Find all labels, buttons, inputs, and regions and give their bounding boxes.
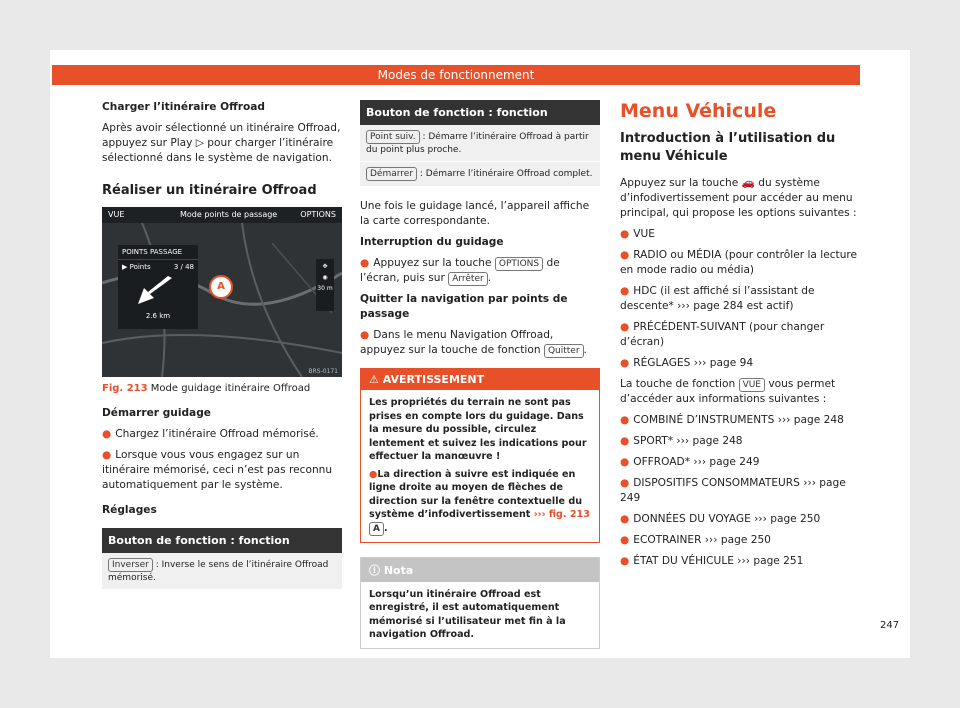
list-item: ● OFFROAD* ››› page 249 [620,456,760,468]
heading-reglages: Réglages [102,504,157,516]
note-box [360,557,600,649]
heading-realiser: Réaliser un itinéraire Offroad [102,183,317,198]
figure-code: BRS-0171 [308,368,338,375]
list-item: ● SPORT* ››› page 248 [620,435,743,447]
warning-icon: ⚠ [369,373,379,386]
column-2 [360,100,600,649]
info-list [620,413,860,569]
column-3 [620,100,860,575]
heading-interruption: Interruption du guidage [360,236,504,248]
tab-options: OPTIONS [300,210,336,219]
heading-quitter: Quitter la navigation par points de passage [360,293,568,320]
list-item: ● RÉGLAGES ››› page 94 [620,357,754,369]
list-item: ● HDC (il est affiché si l’assistant de descente* ››› page 284 est actif) [620,285,815,312]
bullet-item: ● Chargez l’itinéraire Offroad mémorisé. [102,428,319,440]
options-list [620,227,860,371]
panel-count: 3 / 48 [173,263,194,271]
key-inverser: Inverser [108,558,153,572]
key-demarrer: Démarrer [366,167,417,181]
list-item: ● RADIO ou MÉDIA (pour contrôler la lecture en mode radio ou média) [620,249,858,276]
info-icon: ⓘ [369,563,380,577]
list-item: ● COMBINÉ D’INSTRUMENTS ››› page 248 [620,414,844,426]
warning-header: ⚠ AVERTISSEMENT [361,369,599,390]
page-header: Modes de fonctionnement [52,65,860,85]
panel-title: POINTS PASSAGE [118,245,198,260]
para-vue: La touche de fonction VUE vous permet d’accéder aux informations suivantes : [620,378,836,405]
page-number: 247 [880,620,900,631]
zoom-scale: 30 m [317,285,333,292]
list-item: ● PRÉCÉDENT-SUIVANT (pour changer d’écran) [620,321,825,348]
points-panel [118,245,198,329]
compass-icon: ✥ [322,263,328,270]
panel-distance: 2.6 km [145,312,171,320]
heading-demarrer: Démarrer guidage [102,407,211,419]
bullet-item: ● Dans le menu Navigation Offroad, appuyez sur la touche de fonction Quitter . [360,329,587,356]
para-charger: Après avoir sélectionné un itinéraire Offroad, appuyez sur Play ▷ pour charger l’itinéraire sélectionné dans le système de navigation. [102,122,341,164]
note-header: ⓘ Nota [361,558,599,582]
table-row: Point suiv. : Démarre l’itinéraire Offroad à partir du point plus proche. [360,125,600,162]
figure-caption [102,383,342,394]
note-body: Lorsqu’un itinéraire Offroad est enregistré, il est automatiquement mémorisé si l’utilisateur met fin à la navigation Offroad. [369,588,566,640]
heading-charger: Charger l’itinéraire Offroad [102,101,266,113]
para-guidage: Une fois le guidage lancé, l’appareil affiche la carte correspondante. [360,200,590,227]
list-item: ● DONNÉES DU VOYAGE ››› page 250 [620,513,821,525]
figure-caption-text: Mode guidage itinéraire Offroad [150,383,311,394]
bullet-item: ● Appuyez sur la touche OPTIONS de l’écran, puis sur Arrêter . [360,257,560,284]
panel-points: ▶ Points [122,263,151,271]
warning-box [360,368,600,543]
key-point-suiv: Point suiv. [366,130,420,144]
zoom-control [316,259,334,311]
bullet-item: ● Lorsque vous vous engagez sur un itinéraire mémorisé, ceci n’est pas reconnu automatiquement par le système. [102,449,333,491]
column-1 [102,100,342,590]
tab-vue: VUE [108,210,125,219]
warning-body: Les propriétés du terrain ne sont pas prises en compte lors du guidage. Dans la mesure du possible, circulez lentement et suivez les indications pour effectuer la manœuvre ! ●La direction à suivre est indiquée en ligne droite au moyen de flèches de direction sur la fenêtre contextuelle du système d’infodivertissement ››› fig. 213 A . [369,397,590,534]
callout-a: A [209,275,233,299]
figure-topbar [102,207,342,223]
list-item: ● DISPOSITIFS CONSOMMATEURS ››› page 249 [620,477,846,504]
section-subtitle: Introduction à l’utilisation du menu Véhicule [620,131,836,164]
table-header: Bouton de fonction : fonction [102,528,342,553]
figure-screen [102,207,342,377]
list-item: ● VUE [620,228,655,240]
topbar-title: Mode points de passage [180,210,278,219]
table-row: Inverser : Inverse le sens de l’itinéraire Offroad mémorisé. [102,553,342,590]
para-intro: Appuyez sur la touche 🚗 du système d’infodivertissement pour accéder au menu principal, qui propose les options suivantes : [620,177,857,219]
section-title: Menu Véhicule [620,100,777,122]
direction-arrow-icon [132,274,182,308]
list-item: ● ECOTRAINER ››› page 250 [620,534,771,546]
gps-icon: ◉ [322,274,328,281]
table-header: Bouton de fonction : fonction [360,100,600,125]
list-item: ● ÉTAT DU VÉHICULE ››› page 251 [620,555,804,567]
table-row: Démarrer : Démarre l’itinéraire Offroad complet. [360,162,600,187]
figure-label: Fig. 213 [102,383,148,394]
